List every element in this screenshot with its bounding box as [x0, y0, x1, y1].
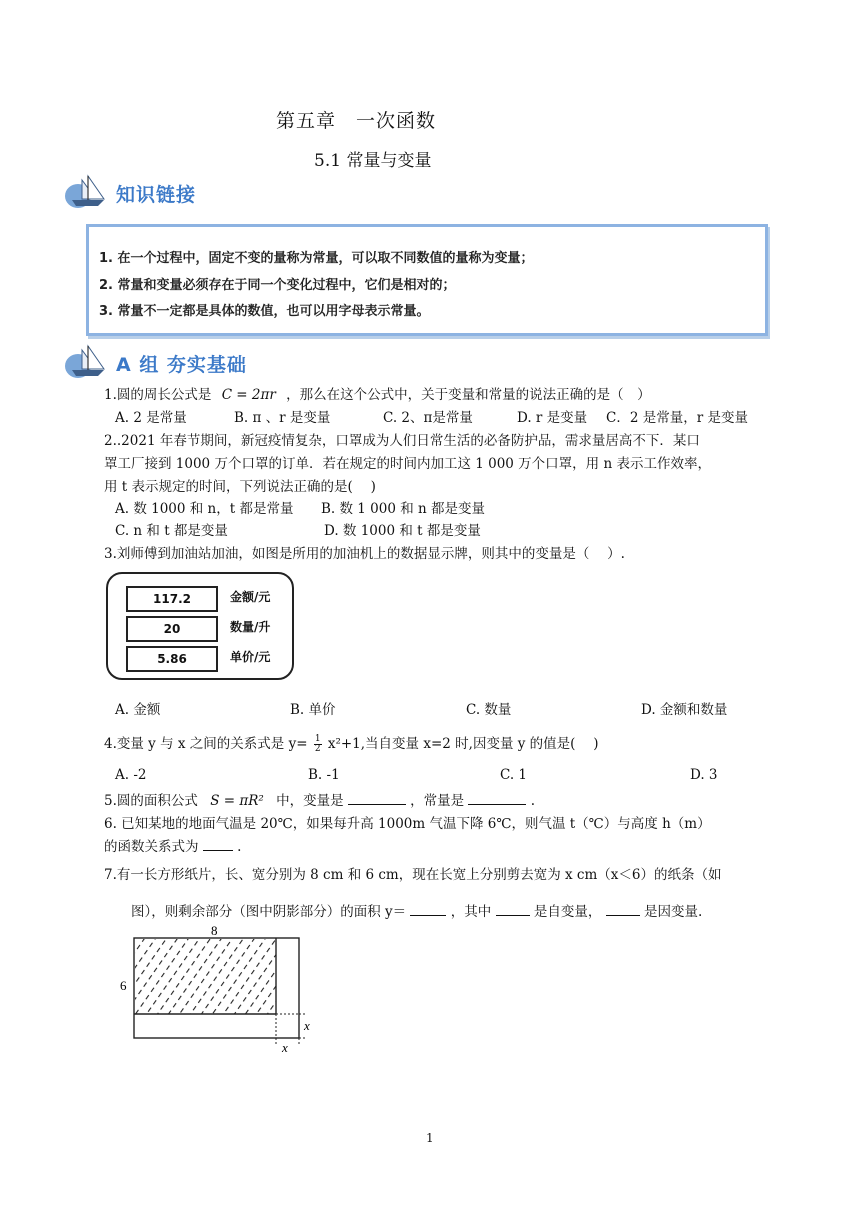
q6-blank[interactable]: [203, 838, 233, 851]
q1-option-b: B. π 、r 是变量: [234, 410, 331, 426]
q1-stem-text: 1.圆的周长公式是: [104, 387, 212, 403]
pump-value-price: 5.86: [126, 646, 218, 672]
q5-formula: S = πR²: [210, 793, 264, 809]
pump-label-quantity: 数量/升: [230, 620, 271, 634]
q7-line-2-text-3: 是自变量，: [533, 904, 602, 920]
q4-option-a: A. -2: [115, 767, 147, 783]
pump-value-amount: 117.2: [126, 586, 218, 612]
q7-blank-independent[interactable]: [496, 903, 530, 916]
figure-label-length: 8: [211, 924, 218, 938]
figure-label-width: 6: [120, 978, 127, 993]
q5-stem-text-3: ，常量是: [410, 793, 465, 809]
group-a-heading: [64, 344, 304, 384]
q4-fraction: [314, 735, 322, 754]
knowledge-point-1: 1. 在一个过程中，固定不变的量称为常量，可以取不同数值的量称为变量；: [99, 251, 534, 266]
knowledge-point-2: 2. 常量和变量必须存在于同一个变化过程中，它们是相对的；: [99, 278, 456, 293]
q6-line-2-text: 的函数关系式为: [104, 839, 199, 855]
ship-icon: [64, 174, 108, 210]
q4-fraction-numerator: 1: [314, 734, 321, 744]
q3-stem: 3.刘师傅到加油站加油，如图是所用的加油机上的数据显示牌，则其中的变量是（ ）.: [104, 546, 625, 562]
q5-stem: [104, 789, 535, 809]
knowledge-heading-label: 知识链接: [116, 184, 197, 206]
q5-blank-constant[interactable]: [468, 792, 526, 805]
q7-blank-area[interactable]: [410, 903, 446, 916]
ship-icon: [64, 344, 108, 380]
q6-line-1: 6. 已知某地的地面气温是 20℃，如果每升高 1000m 气温下降 6℃，则气温 t（℃）与高度 h（m）: [104, 816, 711, 832]
q2-option-c: C. n 和 t 都是变量: [115, 523, 228, 539]
q2-option-d: D. 数 1000 和 t 都是变量: [324, 523, 481, 539]
q3-option-b: B. 单价: [290, 702, 336, 718]
pump-label-amount: 金额/元: [230, 590, 271, 604]
q4-option-d: D. 3: [690, 767, 718, 783]
q7-line-2-text-2: ，其中: [450, 904, 492, 920]
q4-fraction-denominator: 2: [314, 744, 321, 754]
q2-line-1: 2..2021 年春节期间，新冠疫情复杂，口罩成为人们日常生活的必备防护品，需求量居高不下．某口: [104, 433, 700, 449]
pump-label-price: 单价/元: [230, 650, 271, 664]
group-a-heading-label: A 组 夯实基础: [116, 354, 247, 376]
q7-rectangle-figure: [110, 924, 320, 1054]
q7-line-2: [131, 900, 702, 920]
shaded-region: [135, 939, 276, 1014]
q3-option-a: A. 金额: [115, 702, 161, 718]
q4-option-c: C. 1: [500, 767, 528, 783]
q5-stem-text: 5.圆的面积公式: [104, 793, 198, 809]
fuel-pump-display: [106, 572, 294, 680]
q6-line-2: [104, 835, 241, 855]
q7-line-2-text: 图），则剩余部分（图中阴影部分）的面积 y＝: [131, 904, 407, 920]
knowledge-point-3: 3. 常量不一定都是具体的数值，也可以用字母表示常量。: [99, 304, 430, 319]
q1-formula: C = 2πr: [221, 387, 276, 403]
q2-line-2: 罩工厂接到 1000 万个口罩的订单．若在规定的时间内加工这 1 000 万个口罩，用 n 表示工作效率，: [104, 456, 711, 472]
q5-stem-text-2: 中，变量是: [276, 793, 344, 809]
q1-option-c: C. 2、π是常量: [383, 410, 473, 426]
q1-option-a: A. 2 是常量: [115, 410, 187, 426]
q7-line-1: 7.有一长方形纸片，长、宽分别为 8 cm 和 6 cm，现在长宽上分别剪去宽为 x cm（x＜6）的纸条（如: [104, 867, 722, 883]
q1-option-extra: C．2 是常量，r 是变量: [606, 410, 748, 426]
q1-option-d: D. r 是变量: [517, 410, 588, 426]
q2-line-3: 用 t 表示规定的时间，下列说法正确的是( ): [104, 479, 376, 495]
pump-value-quantity: 20: [126, 616, 218, 642]
chapter-title: 第五章 一次函数: [276, 110, 437, 132]
q5-stem-end: .: [530, 793, 536, 809]
q4-stem-text: 4.变量 y 与 x 之间的关系式是 y=: [104, 736, 308, 752]
q4-stem: [104, 732, 598, 754]
figure-label-x-right: x: [304, 1018, 310, 1033]
section-title: 5.1 常量与变量: [314, 151, 432, 171]
q3-option-d: D. 金额和数量: [641, 702, 728, 718]
q7-blank-dependent[interactable]: [606, 903, 640, 916]
knowledge-box: [86, 224, 768, 336]
knowledge-heading: [64, 174, 264, 214]
q1-stem-text-2: ，那么在这个公式中，关于变量和常量的说法正确的是（ ）: [286, 387, 651, 403]
page-number: 1: [426, 1131, 434, 1145]
q5-blank-variable[interactable]: [348, 792, 406, 805]
q2-option-a: A. 数 1000 和 n，t 都是常量: [115, 501, 294, 517]
q3-option-c: C. 数量: [466, 702, 512, 718]
figure-label-x-bottom: x: [282, 1040, 288, 1054]
q1-stem: [104, 383, 651, 403]
q4-option-b: B. -1: [308, 767, 340, 783]
q4-stem-text-2: x²+1,当自变量 x=2 时,因变量 y 的值是( ): [327, 736, 599, 752]
q2-option-b: B. 数 1 000 和 n 都是变量: [321, 501, 486, 517]
q6-line-2-end: .: [237, 839, 242, 855]
q7-line-2-end: 是因变量.: [643, 904, 703, 920]
